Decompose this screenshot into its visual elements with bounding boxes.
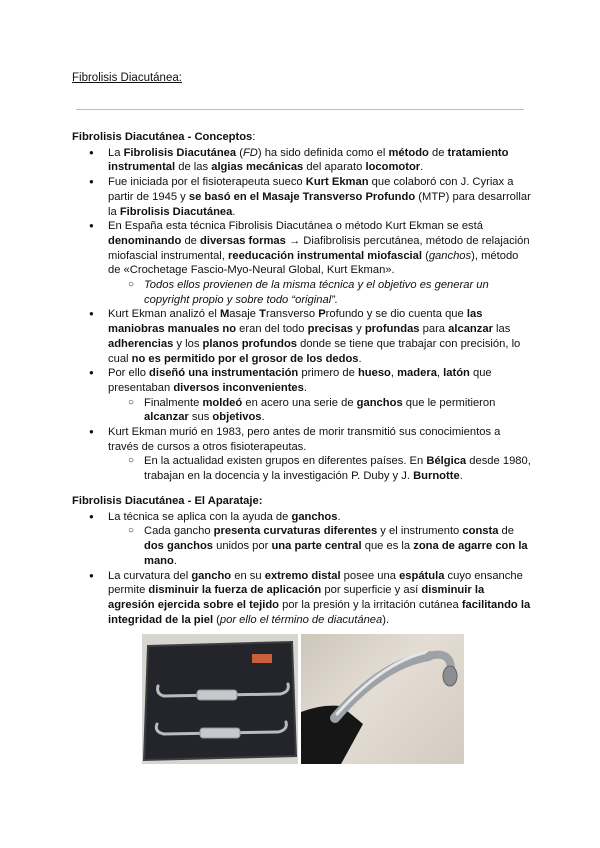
bullet-list <box>72 510 532 628</box>
list-item: ● En España esta técnica Fibrolisis Diacutánea o método Kurt Ekman se está denominando de diversas formas → Diafibrolisis percutánea, método de relajación miofascial instrumental, reeducación instrumental miofascial (ganchos), método de «Crochetage Fascio-Myo-Neural Global, Kurt Ekman». <box>72 219 532 278</box>
horizontal-rule <box>76 109 524 110</box>
list-item: ● Kurt Ekman murió en 1983, pero antes de morir transmitió sus conocimientos a través de cursos a otros fisioterapeutas. <box>72 425 532 454</box>
section-aparataje <box>72 494 532 627</box>
sub-list-item: ○ Finalmente moldeó en acero una serie de ganchos que le permitieron alcanzar sus objetivos. <box>72 396 532 425</box>
section-conceptos <box>72 130 532 484</box>
bullet-list <box>72 146 532 484</box>
sub-list-item: ○ Todos ellos provienen de la misma técnica y el objetivo es generar un copyright propio y sobre todo “original”. <box>72 278 532 307</box>
sub-list-item: ○ En la actualidad existen grupos en diferentes países. En Bélgica desde 1980, trabajan en la docencia y la investigación P. Duby y J. Burnotte. <box>72 454 532 483</box>
list-item: ● La técnica se aplica con la ayuda de ganchos. <box>72 510 532 525</box>
list-item: ● Por ello diseñó una instrumentación primero de hueso, madera, latón que presentaban diversos inconvenientes. <box>72 366 532 395</box>
hooks-in-pouch-photo <box>142 634 298 764</box>
photos <box>142 634 464 764</box>
list-item: ● Kurt Ekman analizó el Masaje Transverso Profundo y se dio cuenta que las maniobras manuales no eran del todo precisas y profundas para alcanzar las adherencias y los planos profundos donde se tiene que trabajar con precisión, lo cual no es permitido por el grosor de los dedos. <box>72 307 532 366</box>
list-item: ● Fue iniciada por el fisioterapeuta sueco Kurt Ekman que colaboró con J. Cyriax a partir de 1945 y se basó en el Masaje Transverso Profundo (MTP) para desarrollar la Fibrolisis Diacutánea. <box>72 175 532 219</box>
section-heading: Fibrolisis Diacutánea - El Aparataje: <box>72 495 263 507</box>
list-item: ● La curvatura del gancho en su extremo distal posee una espátula cuyo ensanche permite disminuir la fuerza de aplicación por superficie y así disminuir la agresión ejercida sobre el tejido por la presión y la irritación cutánea facilitando la integridad de la piel (por ello el término de diacutánea). <box>72 569 532 628</box>
sub-list-item: ○ Cada gancho presenta curvaturas diferentes y el instrumento consta de dos ganchos unidos por una parte central que es la zona de agarre con la mano. <box>72 524 532 568</box>
section-heading: Fibrolisis Diacutánea - Conceptos: <box>72 131 256 143</box>
list-item: ● La Fibrolisis Diacutánea (FD) ha sido definida como el método de tratamiento instrumental de las algias mecánicas del aparato locomotor. <box>72 146 532 175</box>
page-title: Fibrolisis Diacutánea: <box>72 72 182 84</box>
hook-closeup-photo <box>301 634 464 764</box>
